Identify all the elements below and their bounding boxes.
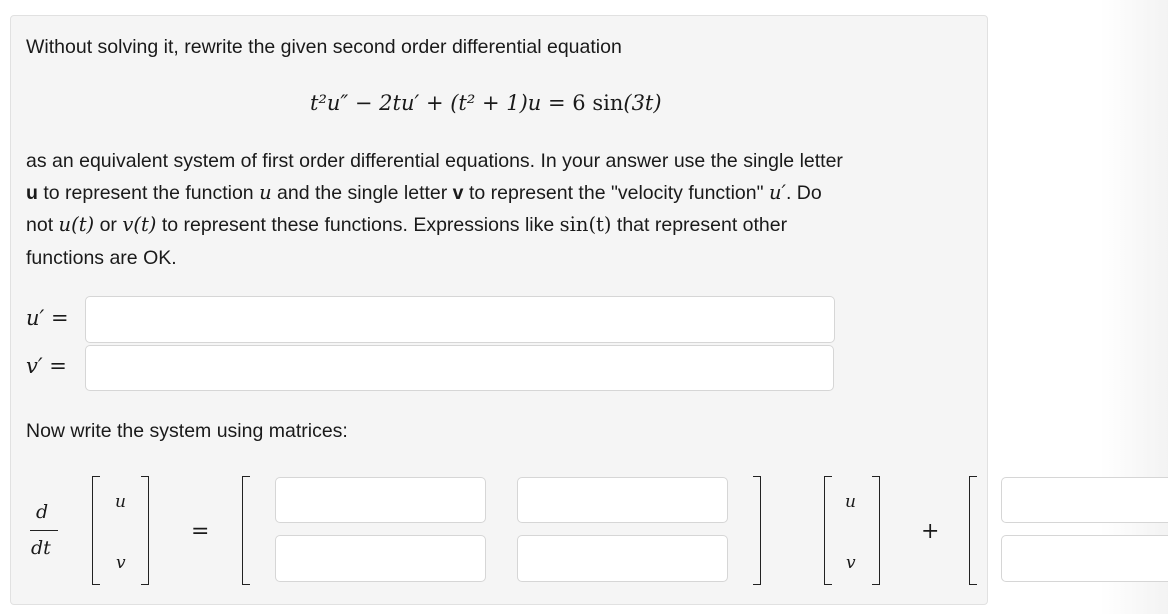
differential-equation — [310, 91, 662, 115]
math-v-of-t: v(t) — [122, 213, 157, 236]
matrix-a22-input[interactable] — [517, 535, 728, 582]
instructions-line-1: as an equivalent system of first order differential equations. In your answer use the single letter — [26, 150, 843, 172]
text-fragment: that represent other — [611, 214, 788, 236]
v-prime-input[interactable] — [85, 345, 834, 391]
instructions-line-3 — [26, 213, 787, 237]
math-u: u — [259, 181, 272, 204]
lhs-vector-v: v — [116, 553, 126, 573]
u-prime-label: u′ = — [26, 306, 69, 330]
instructions-line-2 — [26, 181, 822, 205]
text-fragment: to represent the "velocity function" — [463, 182, 769, 204]
intro-text: Without solving it, rewrite the given second order differential equation — [26, 36, 622, 58]
rhs-vector-right-bracket — [872, 476, 880, 585]
matrix-a12-input[interactable] — [517, 477, 728, 523]
equation-rhs-coef: 6 — [572, 91, 586, 115]
text-fragment: . Do — [785, 182, 822, 204]
equation-rhs-func: sin — [592, 91, 624, 115]
text-fragment: and the single letter — [271, 182, 453, 204]
lhs-vector-right-bracket — [141, 476, 149, 585]
derivative-fraction-line — [30, 530, 58, 531]
derivative-d: d — [36, 501, 49, 523]
matrix-plus: + — [921, 519, 940, 544]
matrix-a11-input[interactable] — [275, 477, 486, 523]
matrix-a21-input[interactable] — [275, 535, 486, 582]
math-sin-t: sin(t) — [559, 213, 612, 236]
matrix-equals: = — [191, 519, 210, 544]
bold-u: u — [26, 182, 38, 204]
instructions-line-4: functions are OK. — [26, 247, 177, 269]
rhs-vector-left-bracket — [824, 476, 832, 585]
rhs-vector-v: v — [846, 553, 856, 573]
matrix-left-bracket — [242, 476, 250, 585]
text-fragment: to represent the function — [37, 182, 260, 204]
lhs-vector-u: u — [115, 492, 126, 512]
forcing-b2-input[interactable] — [1001, 535, 1168, 582]
u-prime-input[interactable] — [85, 296, 835, 343]
matrix-right-bracket — [753, 476, 761, 585]
equation-lhs: t²u″ − 2tu′ + (t² + 1)u — [310, 91, 542, 115]
lhs-vector-left-bracket — [92, 476, 100, 585]
bold-v: v — [452, 182, 464, 204]
text-fragment: to represent these functions. Expressions like — [156, 214, 560, 236]
forcing-left-bracket — [969, 476, 977, 585]
v-prime-label: v′ = — [26, 354, 67, 378]
math-u-prime: u′ — [768, 181, 786, 204]
equation-rhs-arg: (3t) — [623, 91, 662, 115]
text-fragment: or — [94, 214, 123, 236]
rhs-vector-u: u — [845, 492, 856, 512]
forcing-b1-input[interactable] — [1001, 477, 1168, 523]
text-fragment: not — [26, 214, 59, 236]
equation-equals: = — [547, 91, 566, 115]
matrix-instruction: Now write the system using matrices: — [26, 420, 348, 442]
derivative-dt: dt — [31, 537, 51, 559]
math-u-of-t: u(t) — [58, 213, 95, 236]
